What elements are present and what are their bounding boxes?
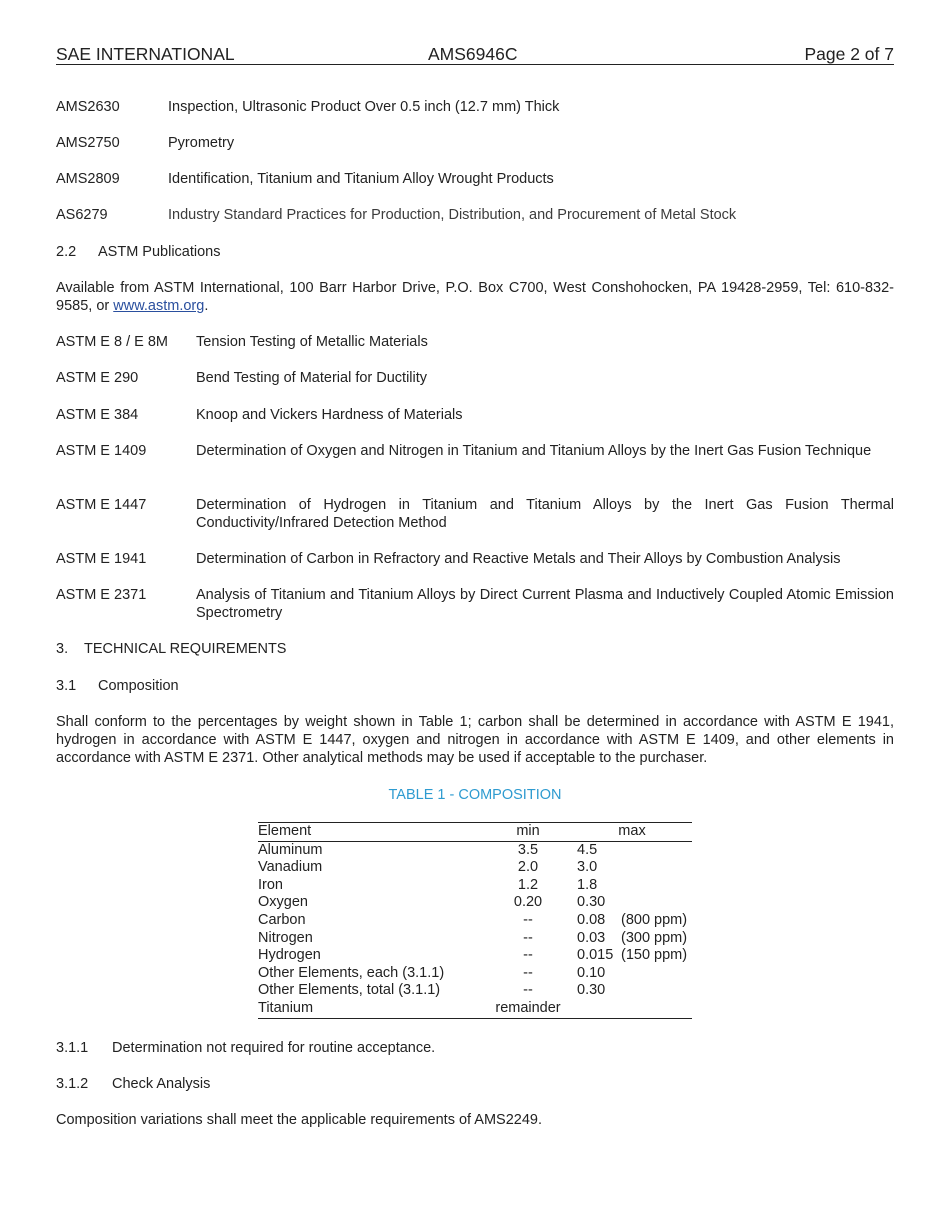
table-row: [258, 982, 692, 1000]
reference-code: AMS2750: [56, 135, 120, 151]
cell-note: [621, 859, 692, 877]
cell-max: 4.5: [577, 841, 598, 858]
header-max: max: [572, 823, 692, 842]
reference-title: Inspection, Ultrasonic Product Over 0.5 inch (12.7 mm) Thick: [168, 99, 560, 115]
table-row: [258, 894, 692, 912]
section-title: ASTM Publications: [98, 244, 221, 260]
cell-note: (150 ppm): [621, 947, 688, 964]
table-caption: TABLE 1 - COMPOSITION: [388, 787, 562, 803]
table-row: [258, 930, 692, 948]
reference-title: Industry Standard Practices for Production, Distribution, and Procurement of Metal Stock: [168, 207, 737, 223]
table-row: [258, 965, 692, 983]
check-analysis-paragraph: Composition variations shall meet the applicable requirements of AMS2249.: [56, 1112, 543, 1128]
section-heading-3: [56, 640, 286, 658]
cell-min: 0.20: [513, 894, 543, 911]
cell-max: 0.015: [577, 947, 614, 964]
cell-max: 0.03: [577, 929, 606, 946]
composition-paragraph: Shall conform to the percentages by weight shown in Table 1; carbon shall be determined in accordance with ASTM E 1941, hydrogen in accordance with ASTM E 1447, oxygen and nitrogen in accordance with ASTM E 1409, and other elements in accordance with ASTM E 2371. Other analytical methods may be used if acceptable to the purchaser.: [56, 714, 894, 766]
composition-table: [258, 822, 692, 1019]
section-heading-3-1: [56, 677, 179, 695]
section-heading-3-1-2: [56, 1075, 210, 1093]
reference-code: ASTM E 8 / E 8M: [56, 334, 168, 350]
cell-max: 1.8: [577, 876, 598, 893]
cell-max: 0.08: [577, 911, 606, 928]
section-number: 2.2: [56, 244, 77, 260]
cell-element: Aluminum: [258, 841, 323, 858]
cell-max: 0.30: [577, 894, 606, 911]
reference-title: Determination of Oxygen and Nitrogen in Titanium and Titanium Alloys by the Inert Gas Fusion Technique: [196, 443, 872, 459]
cell-min: --: [523, 982, 533, 999]
table-row: [258, 1000, 692, 1018]
table-row: [258, 877, 692, 895]
reference-code: ASTM E 384: [56, 407, 139, 423]
cell-note: [621, 965, 692, 983]
section-heading-2-2: [56, 243, 221, 261]
cell-element: Oxygen: [258, 894, 308, 911]
header-element: Element: [258, 823, 484, 842]
reference-code: ASTM E 1941: [56, 551, 147, 567]
header-organization: SAE INTERNATIONAL: [56, 44, 235, 64]
availability-text: Available from ASTM International, 100 Barr Harbor Drive, P.O. Box C700, West Conshohocken, PA 19428-2959, Tel: 610-832-9585, or: [56, 280, 894, 314]
page-header: [56, 44, 894, 65]
availability-suffix: .: [204, 298, 209, 314]
cell-min: --: [523, 947, 533, 964]
cell-element: Carbon: [258, 911, 306, 928]
section-number: 3.1.1: [56, 1040, 89, 1056]
reference-title: Tension Testing of Metallic Materials: [196, 334, 428, 350]
cell-min: 3.5: [517, 841, 539, 858]
reference-title: Determination of Carbon in Refractory and Reactive Metals and Their Alloys by Combustion Analysis: [196, 551, 841, 567]
cell-min: 2.0: [517, 859, 539, 876]
table-header-row: [258, 823, 692, 842]
section-number: 3.1: [56, 678, 77, 694]
cell-max: 0.30: [577, 982, 606, 999]
cell-note: (300 ppm): [621, 929, 688, 946]
reference-title: Pyrometry: [168, 135, 235, 151]
reference-title: Knoop and Vickers Hardness of Materials: [196, 407, 463, 423]
section-title: Determination not required for routine acceptance.: [112, 1040, 436, 1056]
astm-website-link[interactable]: www.astm.org: [113, 298, 205, 314]
reference-title: Bend Testing of Material for Ductility: [196, 370, 428, 386]
reference-code: ASTM E 1409: [56, 443, 147, 459]
section-title: Composition: [98, 678, 179, 694]
table-row: [258, 947, 692, 965]
cell-element: Vanadium: [258, 859, 323, 876]
reference-code: ASTM E 2371: [56, 587, 147, 603]
cell-note: [621, 894, 692, 912]
header-document-number: AMS6946C: [428, 44, 518, 64]
cell-max: 0.10: [577, 964, 606, 981]
reference-code: AS6279: [56, 207, 108, 223]
header-page-number: Page 2 of 7: [804, 44, 894, 64]
cell-note: (800 ppm): [621, 911, 688, 928]
cell-max: 3.0: [577, 859, 598, 876]
reference-code: AMS2630: [56, 99, 120, 115]
table-row: [258, 912, 692, 930]
cell-note: [621, 1000, 692, 1018]
section-title: TECHNICAL REQUIREMENTS: [84, 641, 287, 657]
cell-min: --: [523, 964, 533, 981]
cell-element: Other Elements, total (3.1.1): [258, 982, 441, 999]
cell-note: [621, 877, 692, 895]
cell-min: --: [523, 929, 533, 946]
cell-element: Hydrogen: [258, 947, 321, 964]
reference-title: Determination of Hydrogen in Titanium and Titanium Alloys by the Inert Gas Fusion Thermal Conductivity/Infrared Detection Method: [196, 497, 894, 531]
section-number: 3.: [56, 641, 69, 657]
section-heading-3-1-1: [56, 1039, 435, 1057]
cell-min: 1.2: [517, 876, 539, 893]
cell-min: remainder: [484, 1000, 572, 1018]
reference-title: Analysis of Titanium and Titanium Alloys by Direct Current Plasma and Inductively Coupled Atomic Emission Spectrometry: [196, 587, 894, 621]
cell-element: Iron: [258, 876, 283, 893]
cell-note: [621, 841, 692, 859]
cell-max: [572, 1000, 621, 1018]
section-title: Check Analysis: [112, 1076, 211, 1092]
cell-note: [621, 982, 692, 1000]
cell-min: --: [523, 911, 533, 928]
reference-title: Identification, Titanium and Titanium Alloy Wrought Products: [168, 171, 554, 187]
cell-element: Titanium: [258, 1000, 484, 1018]
table-row: [258, 841, 692, 859]
reference-code: ASTM E 290: [56, 370, 139, 386]
header-min: min: [484, 823, 572, 842]
reference-code: AMS2809: [56, 171, 120, 187]
section-number: 3.1.2: [56, 1076, 89, 1092]
cell-element: Nitrogen: [258, 929, 313, 946]
reference-code: ASTM E 1447: [56, 497, 147, 513]
table-row: [258, 859, 692, 877]
astm-availability-paragraph: [56, 279, 894, 315]
cell-element: Other Elements, each (3.1.1): [258, 964, 445, 981]
